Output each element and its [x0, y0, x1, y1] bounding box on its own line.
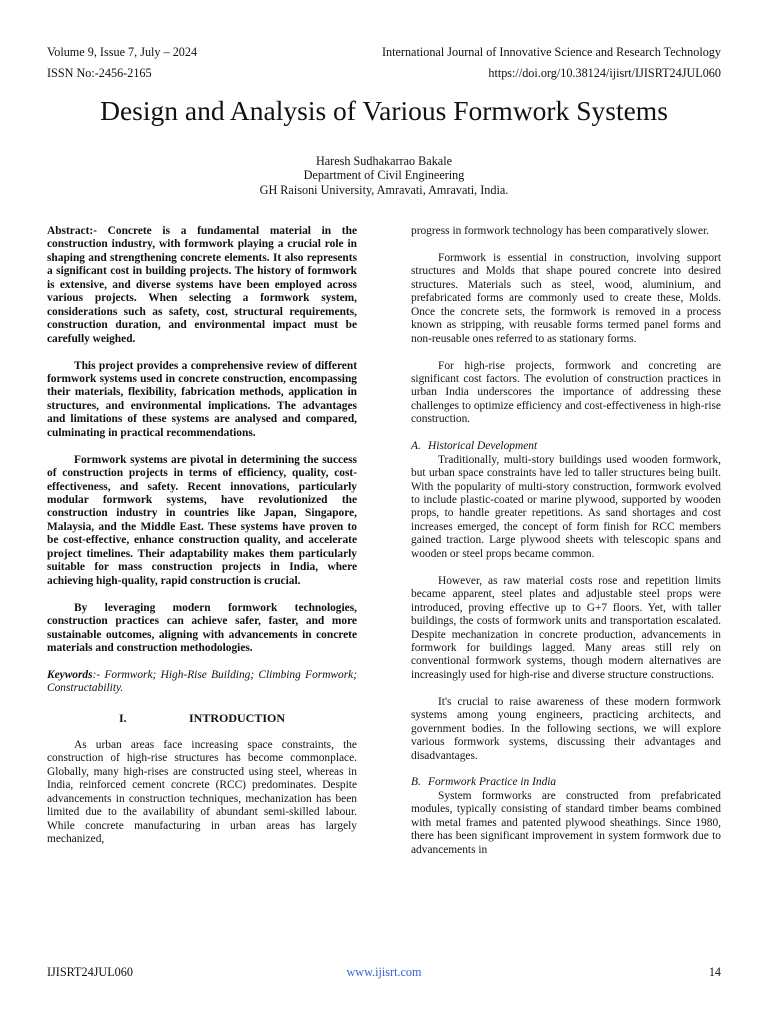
left-column	[47, 225, 357, 846]
subsection-title: Formwork Practice in India	[428, 776, 557, 789]
footer-page-number: 14	[708, 965, 721, 979]
section-title: INTRODUCTION	[188, 710, 285, 725]
author-affiliation: GH Raisoni University, Amravati, Amravati, India.	[259, 183, 509, 197]
journal-name: International Journal of Innovative Science and Research Technology	[381, 45, 721, 59]
subsection-letter: B.	[411, 776, 421, 789]
section-heading-introduction	[47, 711, 357, 725]
right-paragraph-1: progress in formwork technology has been comparatively slower.	[411, 225, 709, 237]
keywords-text: :- Formwork; High-Rise Building; Climbing Formwork; Constructability.	[47, 668, 357, 695]
right-paragraph-3: For high-rise projects, formwork and concreting are significant cost factors. The evolution of construction practices in urban India underscores the importance of addressing these challenges to optimize efficiency and cost-effectiveness in high-rise construction.	[411, 359, 721, 426]
doi-link[interactable]: https://doi.org/10.38124/ijisrt/IJISRT24JUL060	[488, 66, 721, 80]
section-number: I.	[118, 710, 127, 725]
abstract-paragraph-3: Formwork systems are pivotal in determining the success of construction projects in terms of efficiency, quality, cost-effectiveness, and safety. Recent innovations, particularly modular formwork systems, have revolutionized the construction industry in countries like Japan, Singapore, Malaysia, and the Middle East. These systems have proven to be cost-effective, enhance construction quality, and accelerate project timelines. Their adaptability makes them particularly suitable for mass construction projects in India, where achieving high-quality, rapid construction is crucial.	[47, 453, 357, 587]
footer-paper-id: IJISRT24JUL060	[47, 965, 133, 979]
keywords	[47, 669, 357, 696]
right-paragraph-7: System formworks are constructed from prefabricated modules, typically consisting of standard timber beams combined with metal frames and patented plywood sheathings. Since 1980, there has been significant improvement in system formwork due to advancements in	[411, 789, 721, 856]
footer-website-link[interactable]: www.ijisrt.com	[346, 965, 422, 979]
right-column	[411, 225, 721, 857]
right-paragraph-6: It's crucial to raise awareness of these modern formwork systems among young engineers, practicing architects, and government bodies. In the following sections, we will explore various formwork systems, discussing their advantages and disadvantages.	[411, 695, 721, 762]
abstract-paragraph-2: This project provides a comprehensive review of different formwork systems used in concrete construction, encompassing their materials, flexibility, fabrication methods, application in structures, and environmental implications. The advantages and limitations of these systems are analysed and compared, culminating in practical recommendations.	[47, 359, 357, 439]
issn: ISSN No:-2456-2165	[47, 66, 152, 80]
subsection-letter: A.	[411, 440, 421, 453]
abstract-paragraph-4: By leveraging modern formwork technologies, construction practices can achieve safer, faster, and more sustainable outcomes, aligning with advancements in concrete materials and construction methodologies.	[47, 601, 357, 654]
subsection-heading-historical-development	[411, 440, 721, 453]
right-paragraph-2: Formwork is essential in construction, involving support structures and Molds that shape poured concrete into desired structures. Materials such as steel, wood, aluminium, and prefabricated forms are commonly used to create these, Molds. Once the concrete sets, the formwork is removed in a process known as stripping, with reusable forms termed panel forms and non-reusable ones referred to as stationary forms.	[411, 251, 721, 345]
volume-issue: Volume 9, Issue 7, July – 2024	[47, 45, 198, 59]
subsection-title: Historical Development	[428, 440, 538, 453]
author-name: Haresh Sudhakarrao Bakale	[315, 154, 453, 168]
intro-paragraph-1: As urban areas face increasing space constraints, the construction of high-rise structures has become commonplace. Globally, many high-rises are constructed using steel, whereas in India, reinforced cement concrete (RCC) predominates. Despite advancements in construction techniques, mechanization has been limited due to the availability of abundant semi-skilled labour. While concrete manufacturing in urban areas has largely mechanized,	[47, 738, 357, 845]
author-department: Department of Civil Engineering	[303, 168, 465, 182]
keywords-label: Keywords	[47, 668, 93, 681]
abstract-paragraph-1: Abstract:- Concrete is a fundamental material in the construction industry, with formwork playing a crucial role in shaping and strengthening concrete elements. It also represents a significant cost in building projects. The history of formwork is extensive, and diverse systems have been employed across various projects. When selecting a formwork system, considerations such as safety, cost, structural requirements, construction duration, and environmental impact must be carefully weighed.	[47, 225, 357, 345]
right-paragraph-5: However, as raw material costs rose and repetition limits became apparent, steel plates and adjustable steel props were introduced, proving effective up to G+7 floors. Yet, with taller buildings, the costs of formwork units and transportation escalated. Despite mechanization in concrete production, advancements in formwork for buildings lagged. Many areas still rely on conventional formwork systems, though modern alternatives are increasingly used for high-rise and diverse structure constructions.	[411, 574, 721, 681]
paper-title: Design and Analysis of Various Formwork Systems	[100, 95, 668, 126]
right-paragraph-4: Traditionally, multi-story buildings used wooden formwork, but urban space constraints have led to taller structures being built. With the popularity of multi-story construction, formwork evolved to include plastic-coated or marine plywood, supported by wooden props, to handle greater repetitions. As sand shortages and cost increases emerged, the concept of form finish for RCC members gained traction. Large plywood sheets with telescopic spans and wooden or steel props became common.	[411, 453, 721, 560]
subsection-heading-formwork-practice	[411, 776, 721, 789]
